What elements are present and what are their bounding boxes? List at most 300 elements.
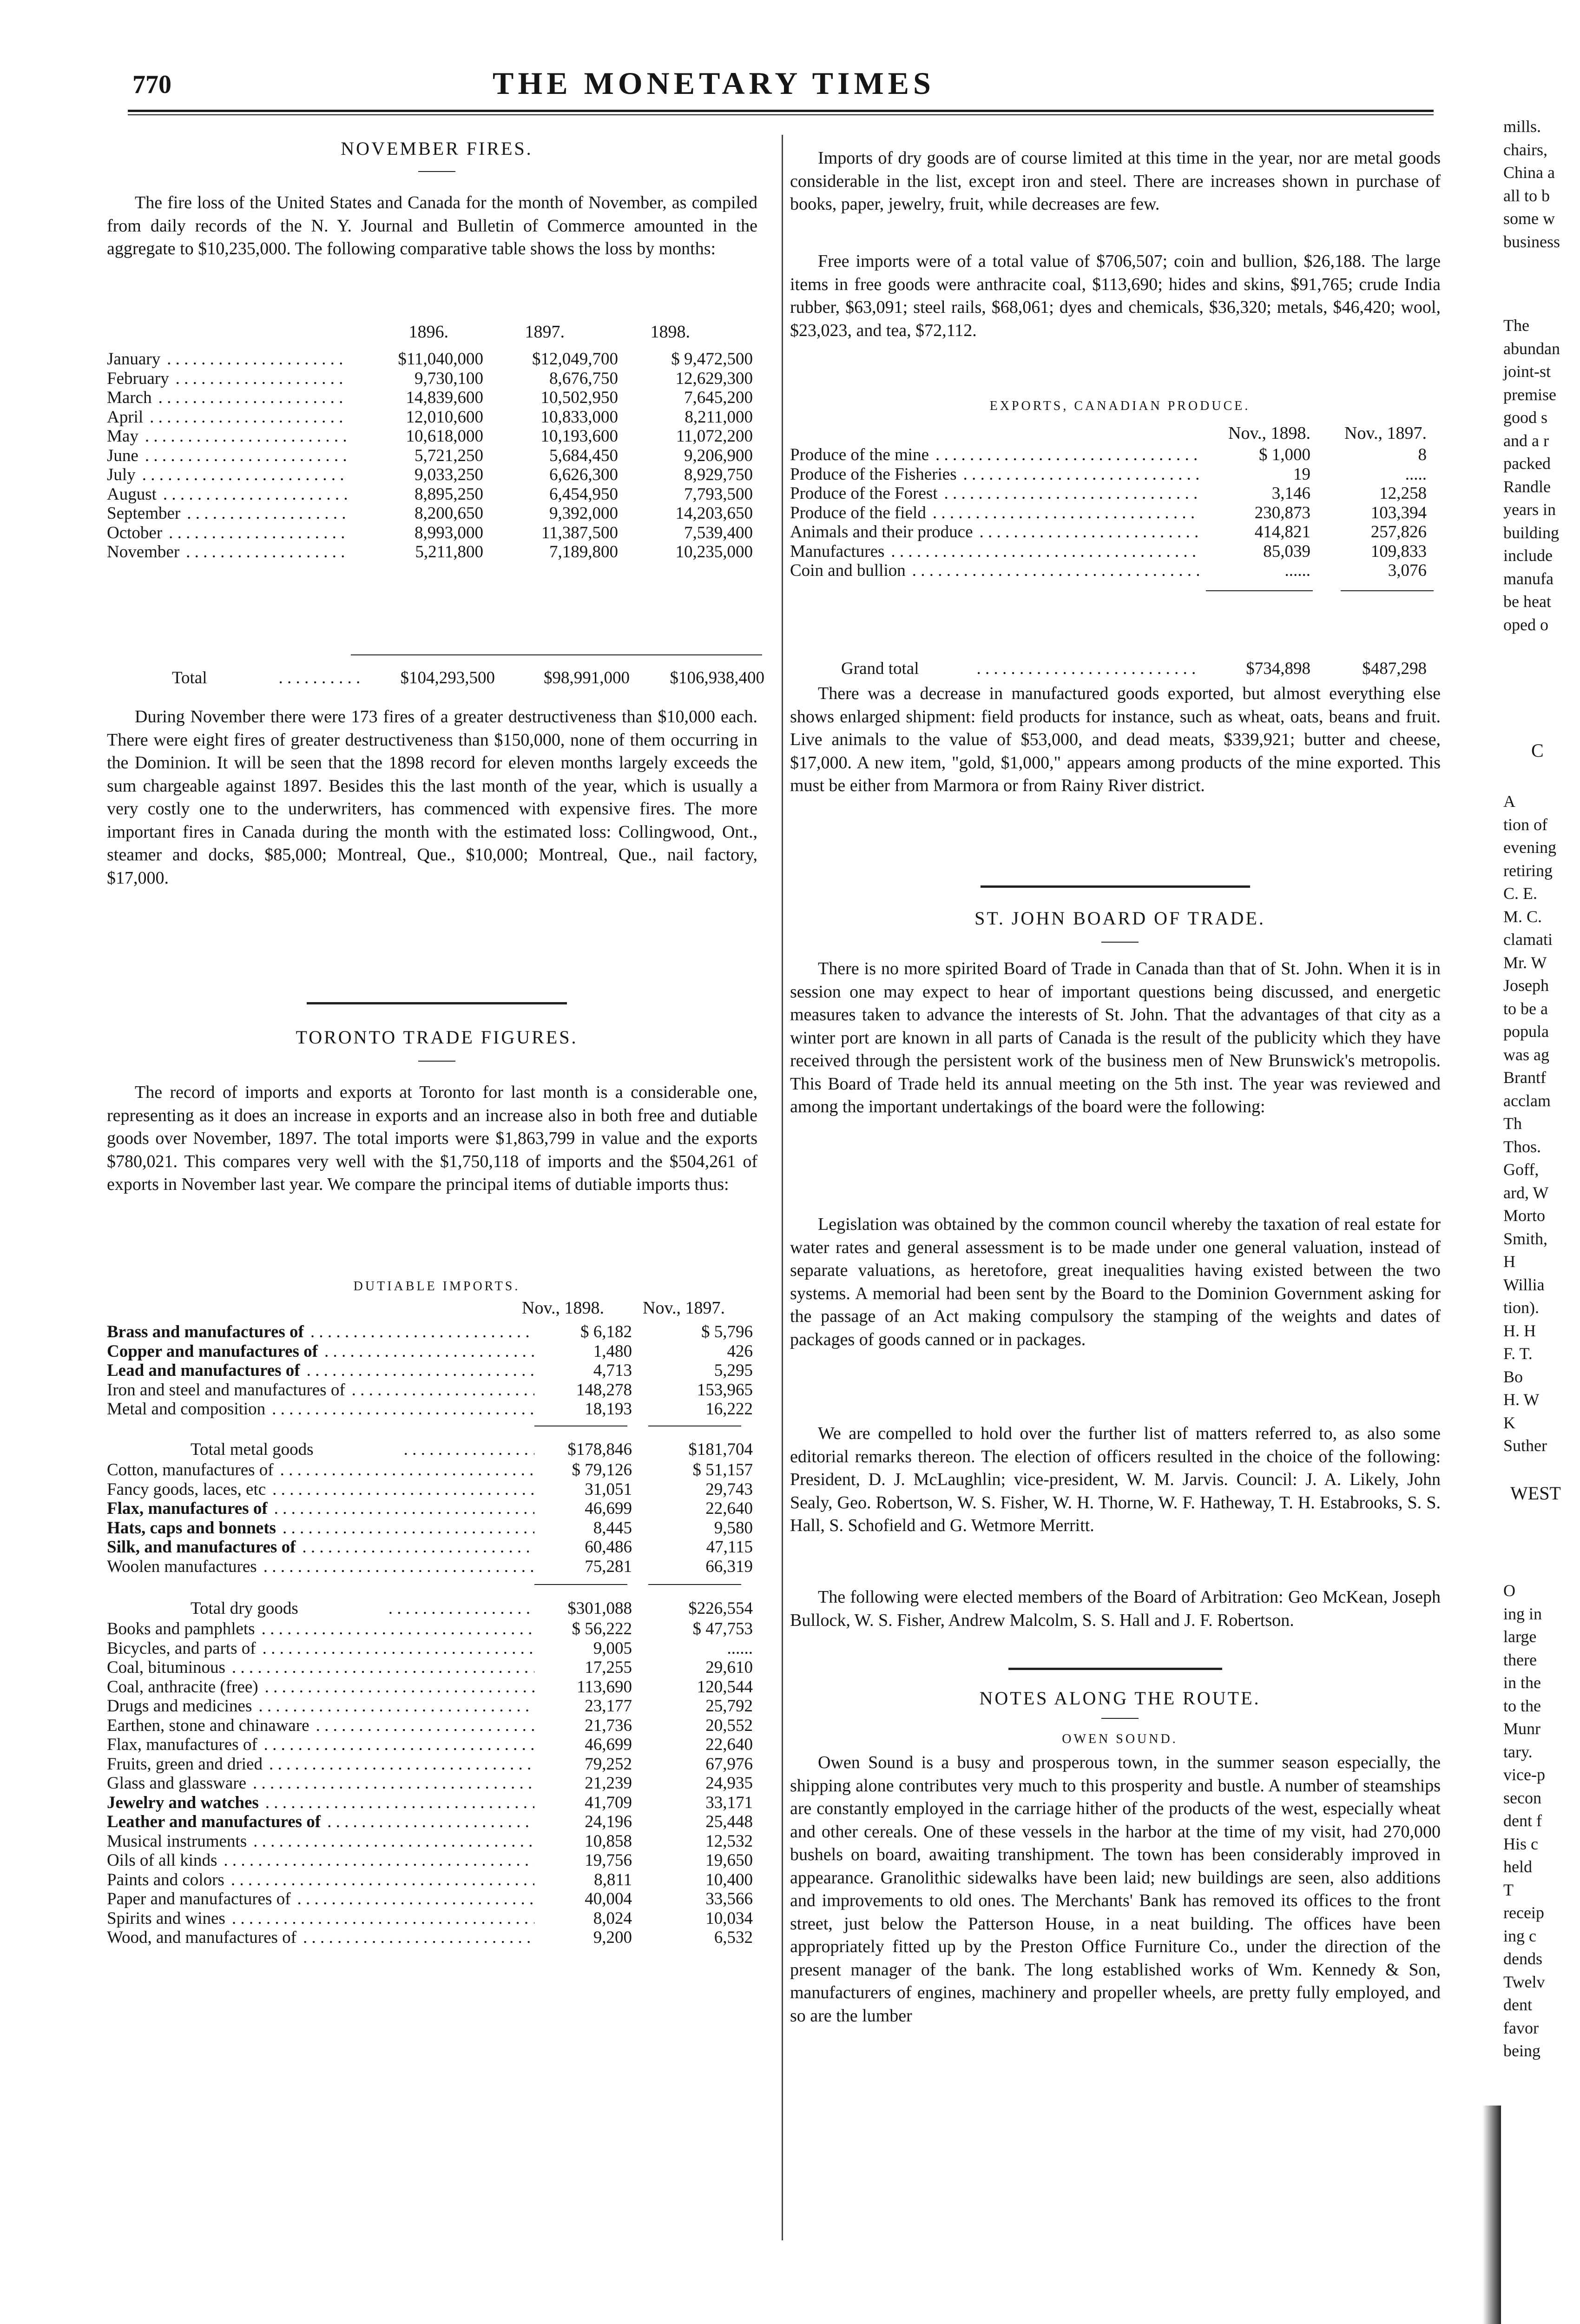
- table-label: July: [107, 465, 138, 484]
- table-label-cell: [107, 1658, 534, 1677]
- cropped-text-line: Thos.: [1503, 1137, 1541, 1156]
- table-cell: 109,833: [1370, 541, 1427, 561]
- table-label-cell: [107, 1677, 534, 1697]
- table-cell: 8,929,750: [684, 465, 753, 484]
- table-label: Iron and steel and manufactures of: [107, 1380, 348, 1400]
- table-label: Woolen manufactures: [107, 1557, 260, 1576]
- cropped-text-line: ing in: [1503, 1604, 1542, 1623]
- cropped-text-line: and a r: [1503, 431, 1549, 450]
- table-cell: 46,699: [585, 1499, 632, 1518]
- table-row: [107, 1870, 753, 1890]
- cropped-text-line: Brantf: [1503, 1068, 1546, 1087]
- table-label-cell: [107, 1440, 534, 1459]
- table-cell: 12,258: [1379, 484, 1427, 503]
- table-total-row: [107, 1599, 753, 1618]
- total-label: Grand total: [841, 659, 922, 678]
- table-row: [107, 1538, 753, 1557]
- title-rule: [1101, 942, 1139, 943]
- table-cell: 23,177: [585, 1697, 632, 1716]
- table-cell: 9,005: [593, 1638, 632, 1658]
- cropped-text-line: dent: [1503, 1995, 1532, 2014]
- table-label: Jewelry and watches: [107, 1793, 262, 1812]
- table-label: Produce of the mine: [790, 445, 932, 464]
- table-row: [790, 445, 1427, 465]
- total-cell: $226,554: [688, 1599, 753, 1618]
- table-total-row: [790, 659, 1427, 679]
- table-rule: [1341, 590, 1434, 591]
- article-paragraph: Owen Sound is a busy and prosperous town, in the summer season especially, the shipping alone contributes very much to this prosperity and bustle. A number of steamships are constantly employed in the carriage hither of the products of the west, especially wheat and other cereals. One of these vessels in the harbor at the time of my visit, had 270,000 bushels on board, awaiting transhipment. The town has been considerably improved in appearance. Granolithic sidewalks have been laid; new buildings are seen, also additions and improvements to old ones. The Merchants' Bank has removed its offices to the front street, just below the Patterson House, in a neat building. The offices have been appropriately fitted up by the Preston Office Furniture Co., under the direction of the present manager of the bank. The long established works of Wm. Kennedy & Son, manufacturers of engines, machinery and propeller wheels, are pretty fully employed, and so are the lumber: [790, 1753, 1441, 2026]
- metal-imports-table: [107, 1322, 753, 1419]
- table-row: [107, 369, 762, 389]
- table-row: [107, 1812, 753, 1832]
- table-row: [107, 1774, 753, 1793]
- cropped-text-block: [1503, 1579, 1545, 2063]
- table-label: Musical instruments: [107, 1832, 250, 1851]
- table-label-cell: [107, 523, 349, 543]
- table-label-cell: [107, 465, 349, 485]
- table-label-cell: [107, 1460, 534, 1480]
- table-cell: 20,552: [705, 1716, 753, 1735]
- table-cell: 21,239: [585, 1774, 632, 1793]
- table-cell: 31,051: [585, 1479, 632, 1499]
- table-cell: 17,255: [585, 1658, 632, 1677]
- table-label-cell: [107, 1619, 534, 1639]
- table-rule: [351, 654, 762, 655]
- table-label-cell: [107, 388, 349, 408]
- table-label: Flax, manufactures of: [107, 1735, 260, 1754]
- table-label-cell: [107, 542, 349, 562]
- table-cell: 85,039: [1263, 541, 1310, 561]
- table-row: [107, 1658, 753, 1677]
- metal-total-row: [107, 1440, 753, 1459]
- table-cell: 10,858: [585, 1831, 632, 1851]
- table-cell: 3,076: [1388, 561, 1427, 580]
- table-cell: 153,965: [697, 1380, 753, 1400]
- table-cell: 14,203,650: [675, 504, 753, 523]
- cropped-text-line: tion of: [1503, 815, 1547, 834]
- table-label: Leather and manufactures of: [107, 1812, 323, 1831]
- table-cell: 19,756: [585, 1851, 632, 1870]
- table-label-cell: [790, 445, 1199, 465]
- cropped-text-block: [1503, 314, 1560, 636]
- cropped-text-line: dent f: [1503, 1811, 1542, 1830]
- table-cell: 11,387,500: [541, 523, 618, 542]
- table-label: Glass and glassware: [107, 1774, 249, 1793]
- section-rule: [1008, 1668, 1222, 1670]
- table-cell: 5,684,450: [549, 446, 618, 465]
- cropped-text-line: clamati: [1503, 930, 1553, 949]
- cropped-text-line: favor: [1503, 2018, 1539, 2037]
- cropped-text-line: A: [1503, 792, 1515, 811]
- table-cell: 6,626,300: [549, 465, 618, 484]
- table-label-cell: [107, 1851, 534, 1870]
- table-label-cell: [790, 465, 1199, 484]
- table-cell: 9,392,000: [549, 504, 618, 523]
- table-label: Paints and colors: [107, 1870, 227, 1889]
- table-label: Drugs and medicines: [107, 1697, 255, 1716]
- cropped-text-line: all to b: [1503, 186, 1550, 205]
- cropped-text-line: Randle: [1503, 477, 1551, 496]
- table-label-cell: [107, 408, 349, 427]
- cropped-text-line: T: [1503, 1880, 1514, 1899]
- page-number: 770: [132, 70, 171, 99]
- table-row: [790, 542, 1427, 561]
- table-row: [107, 1460, 753, 1480]
- table-row: [107, 1793, 753, 1813]
- cropped-text-line: in the: [1503, 1673, 1541, 1692]
- table-row: [107, 1519, 753, 1538]
- table-cell: 25,448: [705, 1812, 753, 1831]
- table-cell: 47,115: [706, 1538, 753, 1557]
- table-label-cell: [790, 561, 1199, 581]
- table-label: Produce of the field: [790, 503, 929, 522]
- total-label: Total metal goods: [191, 1440, 316, 1459]
- dry-goods-table: [107, 1460, 753, 1576]
- table-label-cell: [107, 1755, 534, 1774]
- table-label: Cotton, manufactures of: [107, 1460, 276, 1479]
- cropped-text-line: packed: [1503, 454, 1551, 473]
- table-row: [790, 484, 1427, 503]
- table-cell: 8,024: [593, 1908, 632, 1928]
- table-cell: 5,721,250: [415, 446, 483, 465]
- table-cell: 22,640: [705, 1735, 753, 1754]
- table-cell: 66,319: [705, 1557, 753, 1576]
- table-row: [107, 446, 762, 466]
- cropped-text-line: was ag: [1503, 1045, 1549, 1064]
- article-paragraph: There was a decrease in manufactured goods exported, but almost everything else shows enlarged shipment: field products for instance, such as wheat, oats, beans and fruit. Live animals to the value of $53,000, and dead meats, $339,921; butter and cheese, $17,000. A new item, "gold, $1,000," appears among products of the mine exported. This must be either from Marmora or from Rainy River district.: [790, 684, 1441, 795]
- table-label-cell: [107, 1889, 534, 1909]
- table-cell: ......: [727, 1638, 753, 1658]
- table-total-row: [107, 668, 764, 688]
- cropped-text-line: be heat: [1503, 592, 1551, 611]
- table-cell: 8,895,250: [415, 484, 483, 504]
- table-row: [107, 1909, 753, 1928]
- table-label: Coal, bituminous: [107, 1658, 228, 1677]
- cropped-text-line: some w: [1503, 209, 1555, 228]
- table-label-cell: [107, 1812, 534, 1832]
- table-row: [790, 465, 1427, 484]
- table-label-cell: [107, 350, 349, 369]
- table-header-cell: 1896.: [408, 322, 448, 342]
- total-label: Total: [172, 668, 210, 687]
- table-label-cell: [107, 1639, 534, 1658]
- cropped-text-line: chairs,: [1503, 140, 1547, 159]
- table-cell: 6,532: [714, 1928, 753, 1947]
- table-cell: 67,976: [705, 1754, 753, 1774]
- table-label: Flax, manufactures of: [107, 1499, 270, 1518]
- table-label: Animals and their produce: [790, 522, 976, 541]
- cropped-text-line: there: [1503, 1650, 1537, 1669]
- table-cell: 8,211,000: [685, 407, 753, 427]
- table-row: [107, 1677, 753, 1697]
- table-cell: 25,792: [705, 1697, 753, 1716]
- table-cell: 10,400: [705, 1870, 753, 1889]
- article-paragraph: Legislation was obtained by the common council whereby the taxation of real estate for water rates and general assessment is to be made under one general valuation, instead of separate valuations, as heretofore, great inequalities having existed between the two systems. A memorial had been sent by the Board to the Dominion Government asking for the passage of an Act making compulsory the stamping of the weights and dates of packages of goods canned or in packages.: [790, 1215, 1441, 1349]
- cropped-text-line: evening: [1503, 838, 1556, 857]
- table-cell: 4,713: [593, 1361, 632, 1380]
- article-paragraph: The fire loss of the United States and Canada for the month of November, as compiled from daily records of the N. Y. Journal and Bulletin of Commerce amounted in the aggregate to $10,235,000. The following comparative table shows the loss by months:: [107, 193, 757, 258]
- table-cell: 120,544: [697, 1677, 753, 1697]
- cropped-heading: C: [1531, 740, 1544, 761]
- table-cell: 12,010,600: [406, 407, 483, 427]
- table-label: May: [107, 427, 141, 446]
- table-header-cell: Nov., 1897.: [1344, 423, 1427, 443]
- column-divider: [782, 135, 783, 2240]
- cropped-text-line: oped o: [1503, 615, 1548, 634]
- table-label: Copper and manufactures of: [107, 1342, 321, 1361]
- table-label-cell: [790, 484, 1199, 503]
- table-label: Lead and manufactures of: [107, 1361, 303, 1380]
- cropped-text-line: O: [1503, 1581, 1515, 1600]
- table-cell: 22,640: [705, 1499, 753, 1518]
- other-imports-table: [107, 1619, 753, 1948]
- cropped-text-line: to be a: [1503, 999, 1548, 1018]
- table-label: Silk, and manufactures of: [107, 1538, 298, 1557]
- cropped-text-line: H. H: [1503, 1321, 1536, 1340]
- fire-loss-table: [107, 350, 762, 562]
- cropped-text-line: Mr. W: [1503, 953, 1547, 972]
- table-cell: 8,811: [594, 1870, 632, 1889]
- table-label: Brass and manufactures of: [107, 1322, 307, 1341]
- table-row: [107, 1639, 753, 1658]
- table-cell: 3,146: [1271, 484, 1310, 503]
- table-label-cell: [107, 1380, 534, 1400]
- table-cell: 41,709: [585, 1793, 632, 1812]
- table-cell: 414,821: [1254, 522, 1310, 541]
- table-header-cell: 1897.: [525, 322, 565, 342]
- table-row: [790, 561, 1427, 581]
- table-cell: 9,206,900: [684, 446, 753, 465]
- table-cell: $ 9,472,500: [671, 350, 753, 369]
- total-cell: $734,898: [1246, 659, 1310, 678]
- column-right-cropped: [1494, 0, 1580, 2324]
- cropped-text-line: premise: [1503, 385, 1556, 404]
- table-cell: 79,252: [585, 1754, 632, 1774]
- table-cell: 24,196: [585, 1812, 632, 1831]
- cropped-text-line: building: [1503, 523, 1560, 542]
- table-label: March: [107, 388, 155, 407]
- table-label-cell: [107, 1519, 534, 1538]
- table-title: DUTIABLE IMPORTS.: [353, 1279, 520, 1294]
- table-label-cell: [107, 427, 349, 446]
- table-cell: $ 5,796: [701, 1322, 753, 1341]
- table-cell: 9,200: [593, 1928, 632, 1947]
- table-row: [107, 1735, 753, 1755]
- table-cell: $12,049,700: [532, 350, 618, 369]
- table-cell: $ 79,126: [572, 1460, 632, 1479]
- table-cell: $ 56,222: [572, 1619, 632, 1638]
- cropped-text-line: years in: [1503, 500, 1556, 519]
- table-label-cell: [107, 1793, 534, 1813]
- table-cell: 8: [1418, 445, 1427, 464]
- table-cell: 8,676,750: [549, 369, 618, 388]
- table-total-row: [107, 1440, 753, 1459]
- table-header: [360, 322, 690, 342]
- table-label: Paper and manufactures of: [107, 1889, 294, 1908]
- table-label-cell: [107, 1909, 534, 1928]
- table-cell: 7,539,400: [684, 523, 753, 542]
- table-row: [107, 427, 762, 446]
- title-rule: [418, 171, 455, 172]
- table-row: [790, 503, 1427, 523]
- table-row: [107, 1480, 753, 1499]
- table-row: [107, 1851, 753, 1870]
- table-label: August: [107, 485, 159, 504]
- table-label: Wood, and manufactures of: [107, 1928, 299, 1947]
- cropped-text-line: secon: [1503, 1788, 1541, 1807]
- total-cell: $104,293,500: [400, 668, 495, 687]
- article-paragraph: We are compelled to hold over the further list of matters referred to, as also some editorial remarks thereon. The election of officers resulted in the choice of the following: President, D. J. McLaughlin; vice-president, W. M. Jarvis. Council: J. A. Likely, John Sealy, Geo. Robertson, W. S. Fisher, W. H. Thorne, W. F. Hatheway, T. H. Estabrooks, S. S. Hall, S. Schofield and G. Wetmore Merritt.: [790, 1424, 1441, 1535]
- table-row: [107, 1928, 753, 1948]
- title-rule: [418, 1061, 455, 1062]
- table-label-cell: [107, 1716, 534, 1736]
- table-cell: 113,690: [577, 1677, 632, 1697]
- table-cell: 9,730,100: [415, 369, 483, 388]
- table-label-cell: [107, 1557, 534, 1577]
- table-cell: 29,743: [705, 1479, 753, 1499]
- table-label-cell: [107, 1342, 534, 1361]
- table-row: [107, 485, 762, 504]
- table-label-cell: [107, 504, 349, 523]
- exports-total-row: [790, 659, 1427, 679]
- table-rule: [534, 1584, 627, 1585]
- table-header: [1199, 423, 1427, 443]
- table-cell: 10,235,000: [675, 542, 753, 561]
- table-label: Manufactures: [790, 542, 887, 561]
- cropped-text-line: business: [1503, 232, 1560, 251]
- cropped-text-line: include: [1503, 546, 1553, 565]
- masthead: THE MONETARY TIMES: [493, 66, 935, 101]
- table-header-cell: Nov., 1897.: [643, 1298, 725, 1318]
- table-cell: $ 1,000: [1259, 445, 1310, 464]
- table-title: EXPORTS, CANADIAN PRODUCE.: [989, 399, 1251, 413]
- table-label: Oils of all kinds: [107, 1851, 220, 1870]
- table-row: [107, 350, 762, 369]
- table-label-cell: [107, 1361, 534, 1380]
- total-cell: $301,088: [567, 1599, 632, 1618]
- column-left: [107, 0, 767, 2324]
- cropped-text-line: abundan: [1503, 339, 1560, 358]
- table-row: [107, 1499, 753, 1519]
- table-label: Hats, caps and bonnets: [107, 1519, 279, 1538]
- cropped-text-line: good s: [1503, 408, 1548, 427]
- cropped-text-line: Willia: [1503, 1275, 1545, 1294]
- cropped-text-block: [1503, 790, 1556, 1458]
- table-cell: $ 47,753: [692, 1619, 753, 1638]
- table-label: Produce of the Forest: [790, 484, 941, 503]
- table-cell: 9,580: [714, 1518, 753, 1538]
- table-cell: 10,618,000: [406, 427, 483, 446]
- table-cell: 8,445: [593, 1518, 632, 1538]
- cropped-text-line: M. C.: [1503, 907, 1542, 926]
- cropped-text-line: retiring: [1503, 861, 1553, 880]
- table-cell: 7,793,500: [684, 484, 753, 504]
- table-cell: 29,610: [705, 1658, 753, 1677]
- cropped-text-block: [1503, 115, 1560, 253]
- table-row: [107, 1755, 753, 1774]
- table-label: Books and pamphlets: [107, 1619, 258, 1638]
- table-cell: 7,189,800: [549, 542, 618, 561]
- cropped-text-line: His c: [1503, 1834, 1538, 1853]
- article-title: NOTES ALONG THE ROUTE.: [979, 1688, 1261, 1709]
- column-middle: [790, 0, 1450, 2324]
- table-row: [107, 542, 762, 562]
- table-cell: 60,486: [585, 1538, 632, 1557]
- table-cell: 33,566: [705, 1889, 753, 1908]
- article-paragraph: There is no more spirited Board of Trade in Canada than that of St. John. When it is in session one may expect to hear of important questions being discussed, and energetic measures taken to advance the interests of St. John. That the advantages of that city as a winter port are known in all parts of Canada is the result of the publicity which they have received through the persistent work of the business men of New Brunswick's metropolis. This Board of Trade held its annual meeting on the 5th inst. The year was reviewed and among the important undertakings of the board were the following:: [790, 959, 1441, 1116]
- table-cell: ......: [1284, 561, 1310, 580]
- table-label: Fruits, green and dried: [107, 1755, 265, 1774]
- article-paragraph: Free imports were of a total value of $706,507; coin and bullion, $26,188. The large items in free goods were anthracite coal, $113,690; hides and skins, $91,765; crude India rubber, $63,091; steel rails, $68,061; dyes and chemicals, $36,320; metals, $46,420; wool, $23,023, and tea, $72,112.: [790, 251, 1441, 340]
- cropped-text-line: dends: [1503, 1949, 1542, 1968]
- article-paragraph: During November there were 173 fires of a greater destructiveness than $10,000 each. There were eight fires of greater destructiveness than $150,000, none of them occurring in the Dominion. It will be seen that the 1898 record for eleven months largely exceeds the sum chargeable against 1897. Besides this the last month of the year, which is usually a very costly one to the underwriters, has commenced with expensive fires. The more important fires in Canada during the month with the estimated loss: Collingwood, Ont., steamer and docks, $85,000; Montreal, Que., $10,000; Montreal, Que., nail factory, $17,000.: [107, 707, 757, 888]
- article-paragraph: Imports of dry goods are of course limited at this time in the year, nor are metal goods considerable in the list, except iron and steel. There are increases shown in purchase of books, paper, jewelry, fruit, while decreases are few.: [790, 148, 1441, 214]
- table-label-cell: [107, 1599, 534, 1618]
- cropped-text-line: H. W: [1503, 1390, 1540, 1409]
- table-label: October: [107, 523, 165, 542]
- table-label-cell: [790, 522, 1199, 542]
- cropped-text-line: Th: [1503, 1114, 1522, 1133]
- cropped-text-line: Joseph: [1503, 976, 1549, 995]
- cropped-text-line: vice-p: [1503, 1765, 1545, 1784]
- total-cell: $178,846: [567, 1440, 632, 1459]
- table-cell: 10,193,600: [540, 427, 618, 446]
- table-cell: 40,004: [585, 1889, 632, 1908]
- cropped-text-line: popula: [1503, 1022, 1549, 1041]
- table-header-cell: Nov., 1898.: [522, 1298, 604, 1318]
- table-row: [107, 1716, 753, 1736]
- table-label: Coal, anthracite (free): [107, 1677, 261, 1697]
- table-cell: 5,211,800: [415, 542, 483, 561]
- table-cell: 10,034: [705, 1908, 753, 1928]
- table-cell: 75,281: [585, 1557, 632, 1576]
- exports-table: [790, 445, 1427, 581]
- table-row: [107, 504, 762, 523]
- table-label-cell: [790, 542, 1199, 561]
- table-cell: 14,839,600: [406, 388, 483, 407]
- cropped-text-line: Morto: [1503, 1206, 1545, 1225]
- table-label: September: [107, 504, 183, 523]
- article-title: TORONTO TRADE FIGURES.: [296, 1027, 578, 1048]
- table-label-cell: [107, 1480, 534, 1499]
- cropped-text-line: manufa: [1503, 569, 1554, 588]
- cropped-text-line: The: [1503, 316, 1529, 335]
- table-label: Coin and bullion: [790, 561, 908, 580]
- table-cell: 33,171: [705, 1793, 753, 1812]
- table-cell: 24,935: [705, 1774, 753, 1793]
- table-label: February: [107, 369, 172, 388]
- cropped-text-line: Suther: [1503, 1436, 1547, 1455]
- table-row: [107, 1380, 753, 1400]
- cropped-text-line: joint-st: [1503, 362, 1551, 381]
- cropped-text-line: Twelv: [1503, 1972, 1545, 1991]
- cropped-text-line: Goff,: [1503, 1160, 1539, 1179]
- article-paragraph: The record of imports and exports at Toronto for last month is a considerable one, representing as it does an increase in exports and an increase also in both free and dutiable goods over November, 1897. The total imports were $1,863,799 in value and the exports $780,021. This compares very well with the $1,750,118 of imports and the $504,261 of exports in November last year. We compare the principal items of dutiable imports thus:: [107, 1083, 757, 1194]
- table-cell: 46,699: [585, 1735, 632, 1754]
- cropped-text-line: mills.: [1503, 117, 1541, 136]
- table-cell: 10,833,000: [540, 407, 618, 427]
- table-cell: 257,826: [1370, 522, 1427, 541]
- table-label: Metal and composition: [107, 1400, 268, 1419]
- table-cell: 9,033,250: [415, 465, 483, 484]
- table-label: November: [107, 542, 182, 561]
- total-cell: $106,938,400: [670, 668, 764, 687]
- table-cell: 19,650: [705, 1851, 753, 1870]
- table-cell: 12,629,300: [675, 369, 753, 388]
- table-row: [107, 1697, 753, 1716]
- cropped-text-line: Munr: [1503, 1719, 1540, 1738]
- cropped-heading: WEST: [1510, 1483, 1561, 1504]
